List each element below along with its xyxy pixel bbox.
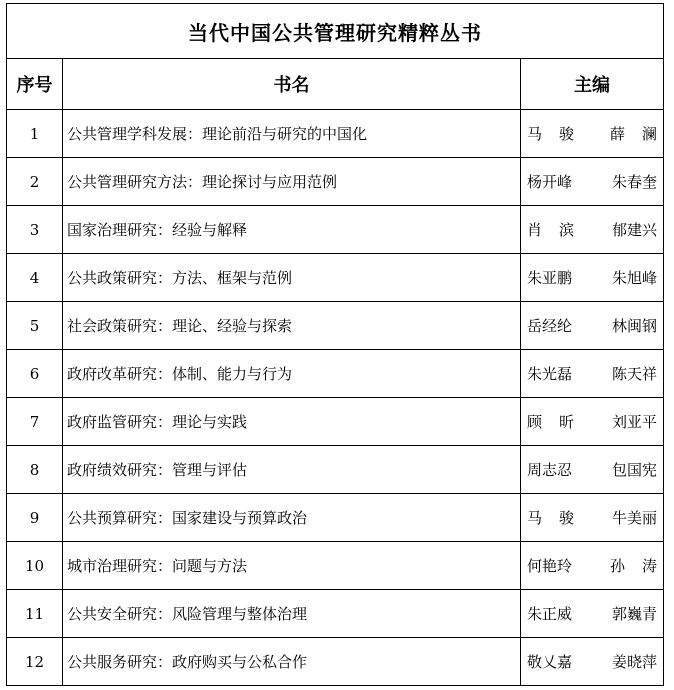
row-index: 7	[7, 398, 63, 446]
row-index: 9	[7, 494, 63, 542]
book-title: 城市治理研究：问题与方法	[63, 542, 521, 590]
book-title: 社会政策研究：理论、经验与探索	[63, 302, 521, 350]
book-title: 公共预算研究：国家建设与预算政治	[63, 494, 521, 542]
editors-pair	[527, 171, 657, 192]
editor-name: 包国宪	[612, 461, 658, 479]
editor-name: 何艳玲	[527, 557, 573, 575]
row-index: 10	[7, 542, 63, 590]
editors-pair	[527, 363, 657, 384]
editor-name: 马骏	[527, 125, 592, 143]
table-row	[7, 350, 664, 398]
editor-name: 敬乂嘉	[527, 653, 573, 671]
book-series-table-sheet	[6, 3, 674, 684]
editors-pair	[527, 219, 657, 240]
editor-name: 朱光磊	[527, 365, 573, 383]
book-title: 政府绩效研究：管理与评估	[63, 446, 521, 494]
column-header-book: 书名	[63, 59, 521, 110]
editors-cell	[521, 158, 664, 206]
editor-name: 薛澜	[610, 125, 674, 143]
editor-name: 朱春奎	[612, 173, 658, 191]
editor-name: 林闽钢	[612, 317, 658, 335]
editors-cell	[521, 638, 664, 686]
book-title: 公共管理学科发展：理论前沿与研究的中国化	[63, 110, 521, 158]
column-header-index: 序号	[7, 59, 63, 110]
row-index: 4	[7, 254, 63, 302]
editor-name: 杨开峰	[527, 173, 573, 191]
table-title: 当代中国公共管理研究精粹丛书	[7, 4, 664, 59]
table-row	[7, 494, 664, 542]
table-row	[7, 158, 664, 206]
table-row	[7, 446, 664, 494]
editors-cell	[521, 446, 664, 494]
row-index: 1	[7, 110, 63, 158]
editors-cell	[521, 494, 664, 542]
editors-cell	[521, 590, 664, 638]
editor-name: 肖滨	[527, 221, 592, 239]
editor-name: 朱亚鹏	[527, 269, 573, 287]
row-index: 6	[7, 350, 63, 398]
editor-name: 朱旭峰	[612, 269, 658, 287]
editors-cell	[521, 110, 674, 158]
editors-pair	[527, 123, 674, 144]
editors-pair	[527, 411, 657, 432]
editor-name: 郭巍青	[612, 605, 658, 623]
editors-cell	[521, 398, 664, 446]
editors-cell	[521, 350, 664, 398]
editor-name: 牛美丽	[612, 509, 658, 527]
table-row	[7, 254, 664, 302]
editor-name: 孙涛	[610, 557, 674, 575]
editors-pair	[527, 315, 657, 336]
editor-name: 郁建兴	[612, 221, 658, 239]
row-index: 5	[7, 302, 63, 350]
book-title: 政府监管研究：理论与实践	[63, 398, 521, 446]
book-title: 国家治理研究：经验与解释	[63, 206, 521, 254]
editors-pair	[527, 267, 657, 288]
table-row	[7, 206, 664, 254]
row-index: 12	[7, 638, 63, 686]
table-row	[7, 590, 664, 638]
editors-cell	[521, 302, 664, 350]
editor-name: 顾昕	[527, 413, 592, 431]
book-title: 政府改革研究：体制、能力与行为	[63, 350, 521, 398]
row-index: 2	[7, 158, 63, 206]
book-title: 公共安全研究：风险管理与整体治理	[63, 590, 521, 638]
book-title: 公共服务研究：政府购买与公私合作	[63, 638, 521, 686]
editor-name: 朱正威	[527, 605, 573, 623]
table-row	[7, 542, 664, 590]
editors-pair	[527, 555, 674, 576]
editors-pair	[527, 459, 657, 480]
book-series-table	[6, 3, 674, 686]
editor-name: 马骏	[527, 509, 592, 527]
editors-pair	[527, 507, 657, 528]
editors-pair	[527, 651, 657, 672]
book-title: 公共管理研究方法：理论探讨与应用范例	[63, 158, 521, 206]
header-row	[7, 59, 664, 110]
editors-cell	[521, 254, 664, 302]
column-header-editors: 主编	[521, 59, 664, 110]
title-row	[7, 4, 664, 59]
table-row	[7, 302, 664, 350]
editor-name: 姜晓萍	[612, 653, 658, 671]
editors-pair	[527, 603, 657, 624]
row-index: 3	[7, 206, 63, 254]
editors-cell	[521, 542, 674, 590]
table-row	[7, 638, 664, 686]
table-row	[7, 110, 664, 158]
editors-cell	[521, 206, 664, 254]
editor-name: 周志忍	[527, 461, 573, 479]
editor-name: 岳经纶	[527, 317, 573, 335]
book-title: 公共政策研究：方法、框架与范例	[63, 254, 521, 302]
editor-name: 刘亚平	[612, 413, 658, 431]
editor-name: 陈天祥	[612, 365, 658, 383]
table-row	[7, 398, 664, 446]
row-index: 11	[7, 590, 63, 638]
row-index: 8	[7, 446, 63, 494]
